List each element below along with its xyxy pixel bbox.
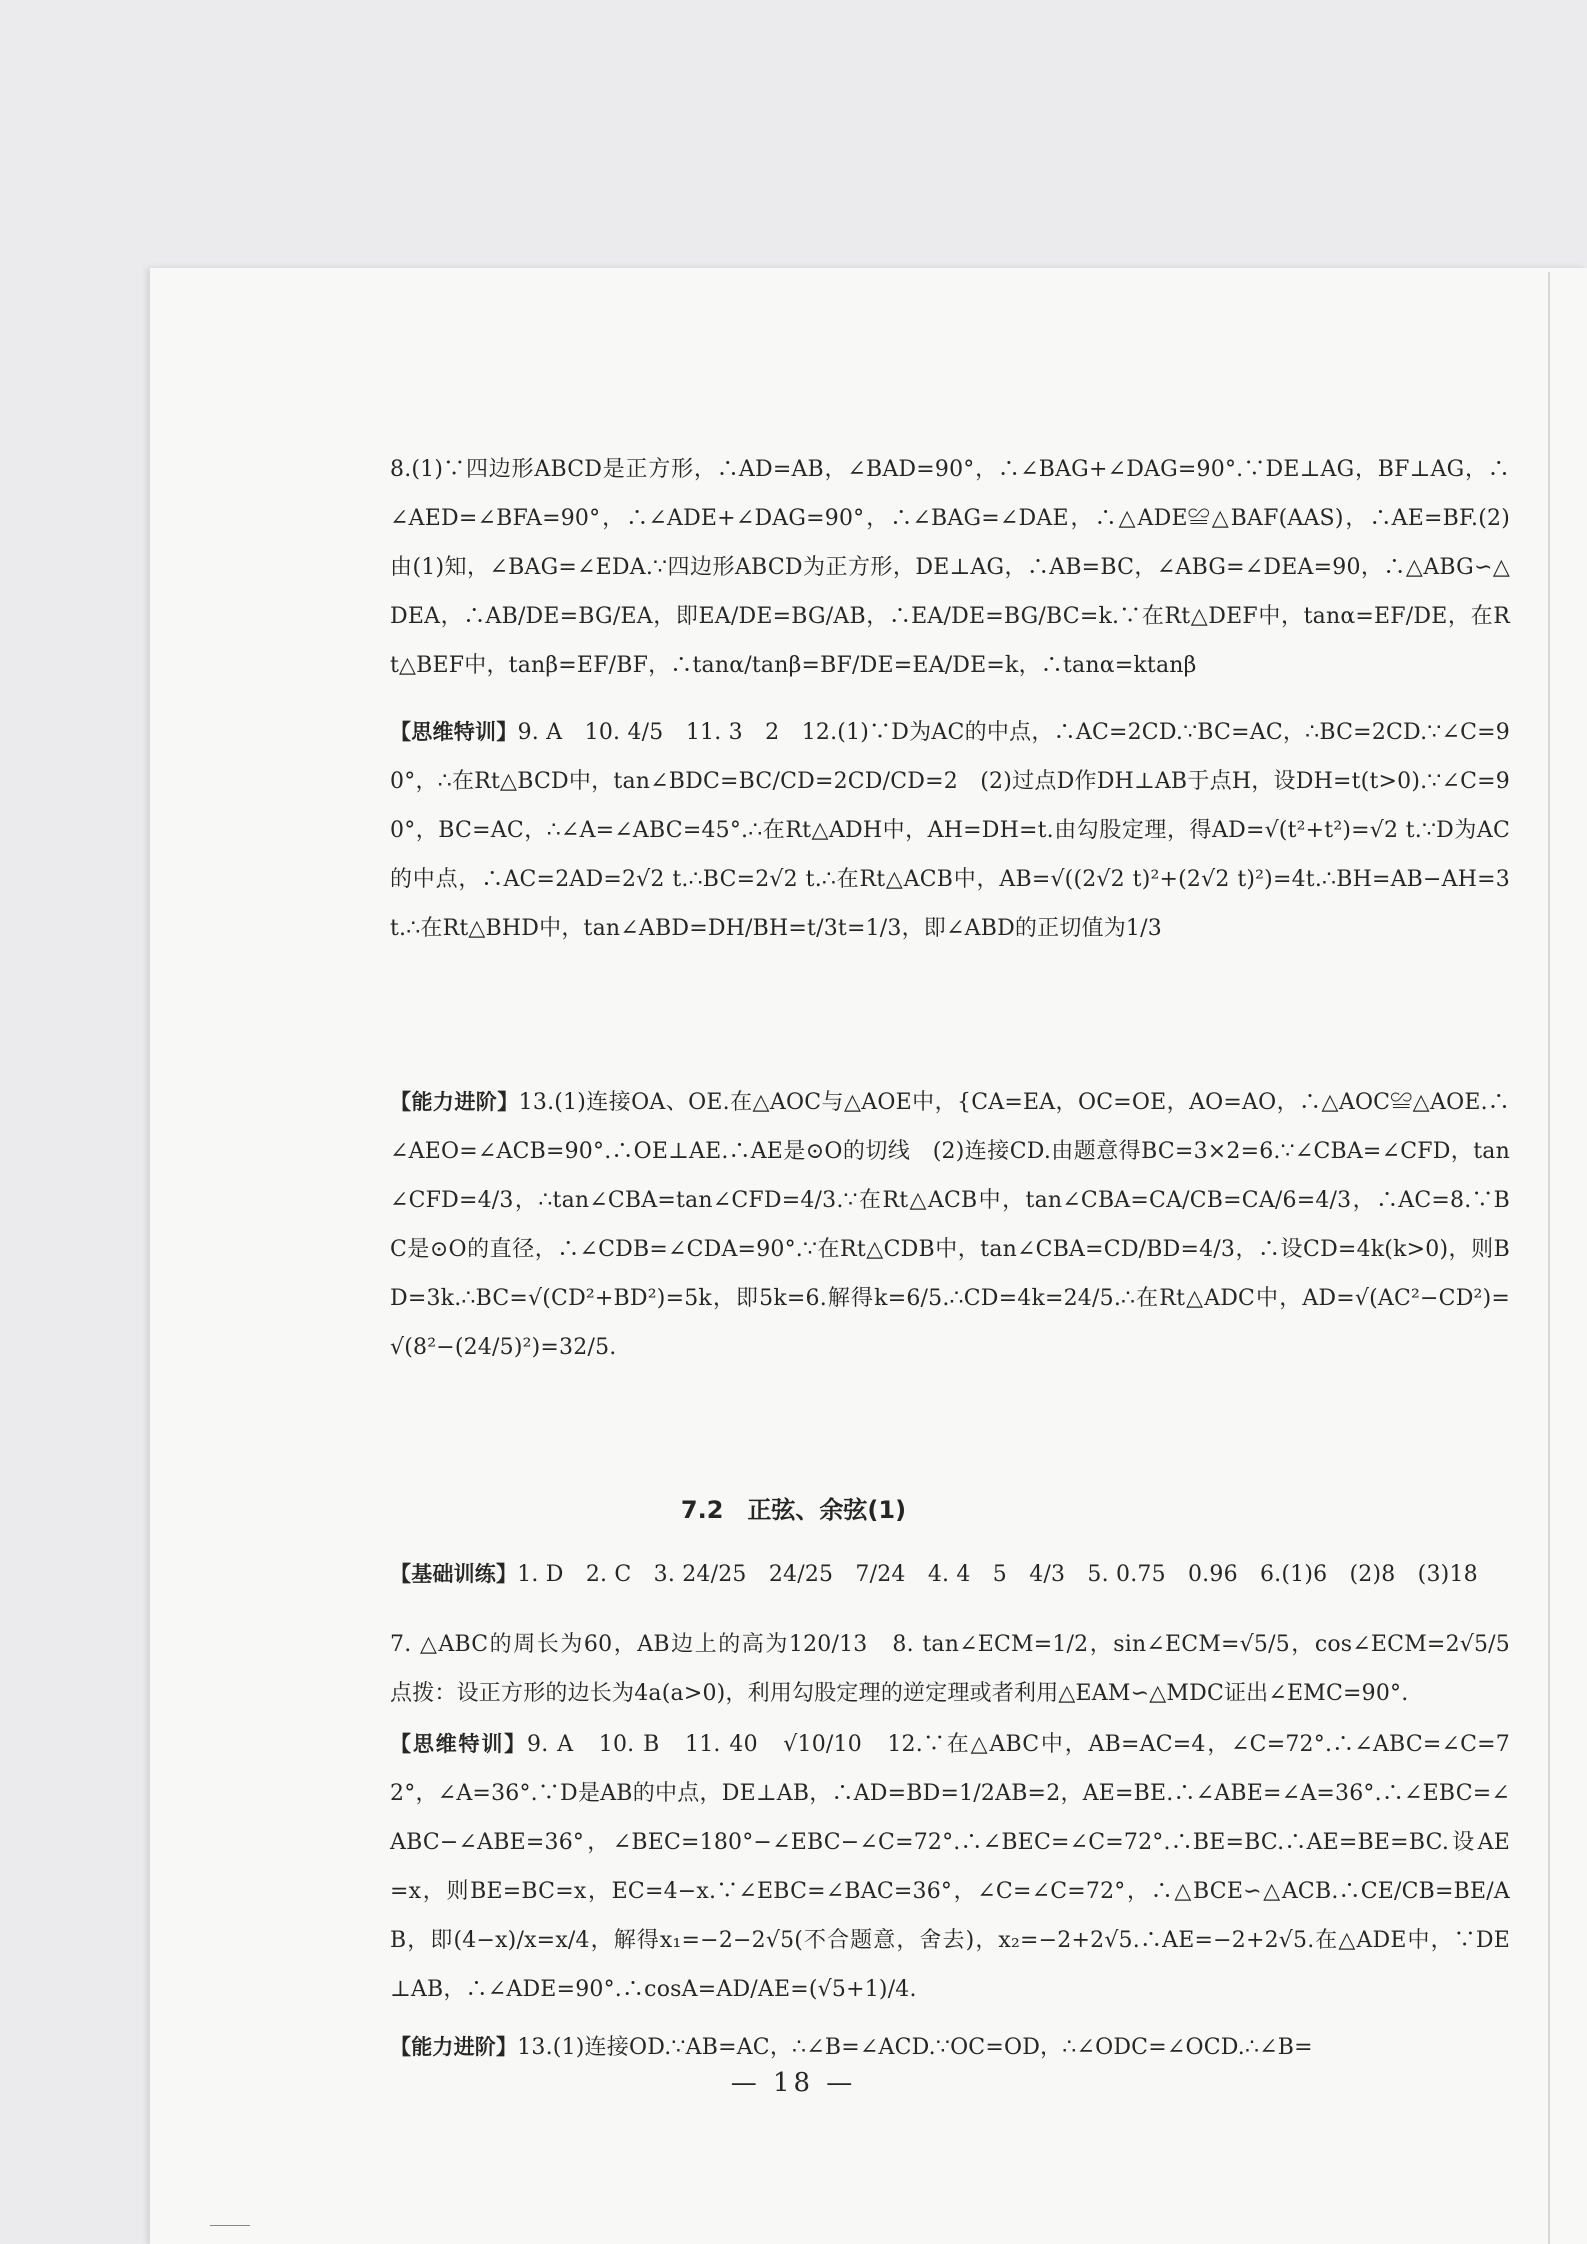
thinking-training-2-label: 【思维特训】	[390, 1732, 527, 1756]
answer-8	[390, 445, 1510, 690]
thinking-training-1-text: 9. A 10. 4/5 11. 3 2 12.(1)∵D为AC的中点，∴AC=2CD.∵BC=AC，∴BC=2CD.∵∠C=90°，∴在Rt△BCD中，tan∠BDC=BC/CD=2CD/CD=2 (2)过点D作DH⊥AB于点H，设DH=t(t>0).∵∠C=90°，BC=AC，∴∠A=∠ABC=45°.∴在Rt△ADH中，AH=DH=t.由勾股定理，得AD=√(t²+t²)=√2 t.∵D为AC的中点，∴AC=2AD=2√2 t.∴BC=2√2 t.∴在Rt△ACB中，AB=√((2√2 t)²+(2√2 t)²)=4t.∴BH=AB−AH=3t.∴在Rt△BHD中，tan∠ABD=DH/BH=t/3t=1/3，即∠ABD的正切值为1/3	[390, 720, 1510, 941]
thinking-training-2	[390, 1720, 1510, 2014]
ability-advance-1-text: 13.(1)连接OA、OE.在△AOC与△AOE中，{CA=EA，OC=OE，AO=AO，∴△AOC≌△AOE.∴∠AEO=∠ACB=90°.∴OE⊥AE.∴AE是⊙O的切线 (2)连接CD.由题意得BC=3×2=6.∵∠CBA=∠CFD，tan∠CFD=4/3，∴tan∠CBA=tan∠CFD=4/3.∵在Rt△ACB中，tan∠CBA=CA/CB=CA/6=4/3，∴AC=8.∵BC是⊙O的直径，∴∠CDB=∠CDA=90°.∵在Rt△CDB中，tan∠CBA=CD/BD=4/3，∴设CD=4k(k>0)，则BD=3k.∴BC=√(CD²+BD²)=5k，即5k=6.解得k=6/5.∴CD=4k=24/5.∴在Rt△ADC中，AD=√(AC²−CD²)=√(8²−(24/5)²)=32/5.	[390, 1090, 1511, 1360]
section-title: 7.2 正弦、余弦(1)	[680, 1496, 907, 1524]
basic-training	[390, 1550, 1510, 1599]
thinking-training-1-label: 【思维特训】	[390, 720, 518, 744]
ability-advance-2	[390, 2032, 1510, 2063]
page-number: — 18 —	[730, 2068, 857, 2098]
ability-advance-2-text: 13.(1)连接OD.∵AB=AC，∴∠B=∠ACD.∵OC=OD，∴∠ODC=∠OCD.∴∠B=	[517, 2035, 1313, 2060]
ability-advance-2-label: 【能力进阶】	[390, 2035, 518, 2059]
answer-8-text: 8.(1)∵四边形ABCD是正方形，∴AD=AB，∠BAD=90°，∴∠BAG+∠DAG=90°.∵DE⊥AG，BF⊥AG，∴∠AED=∠BFA=90°，∴∠ADE+∠DAG=90°，∴∠BAG=∠DAE，∴△ADE≌△BAF(AAS)，∴AE=BF.(2)由(1)知，∠BAG=∠EDA.∵四边形ABCD为正方形，DE⊥AG，∴AB=BC，∠ABG=∠DEA=90，∴△ABG∽△DEA，∴AB/DE=BG/EA，即EA/DE=BG/AB，∴EA/DE=BG/BC=k.∵在Rt△DEF中，tanα=EF/DE，在Rt△BEF中，tanβ=EF/BF，∴tanα/tanβ=BF/DE=EA/DE=k，∴tanα=ktanβ	[390, 457, 1510, 678]
basic-training-text: 1. D 2. C 3. 24/25 24/25 7/24 4. 4 5 4/3 5. 0.75 0.96 6.(1)6 (2)8 (3)18	[517, 1562, 1478, 1587]
scan-mark	[210, 2225, 250, 2226]
thinking-training-1	[390, 708, 1510, 953]
ability-advance-1	[390, 1078, 1510, 1372]
answer-7-8-text: 7. △ABC的周长为60，AB边上的高为120/13 8. tan∠ECM=1/2，sin∠ECM=√5/5，cos∠ECM=2√5/5 点拨：设正方形的边长为4a(a>0)，利用勾股定理的逆定理或者利用△EAM∽△MDC证出∠EMC=90°.	[390, 1632, 1533, 1706]
basic-training-label: 【基础训练】	[390, 1562, 518, 1586]
thinking-training-2-text: 9. A 10. B 11. 40 √10/10 12.∵在△ABC中，AB=AC=4，∠C=72°.∴∠ABC=∠C=72°，∠A=36°.∵D是AB的中点，DE⊥AB，∴AD=BD=1/2AB=2，AE=BE.∴∠ABE=∠A=36°.∴∠EBC=∠ABC−∠ABE=36°，∠BEC=180°−∠EBC−∠C=72°.∴∠BEC=∠C=72°.∴BE=BC.∴AE=BE=BC.设AE=x，则BE=BC=x，EC=4−x.∵∠EBC=∠BAC=36°，∠C=∠C=72°，∴△BCE∽△ACB.∴CE/CB=BE/AB，即(4−x)/x=x/4，解得x₁=−2−2√5(不合题意，舍去)，x₂=−2+2√5.∴AE=−2+2√5.在△ADE中，∵DE⊥AB，∴∠ADE=90°.∴cosA=AD/AE=(√5+1)/4.	[390, 1732, 1510, 2002]
ability-advance-1-label: 【能力进阶】	[390, 1090, 519, 1114]
answer-7-8	[390, 1620, 1533, 1718]
paper-edge	[1548, 272, 1550, 2244]
